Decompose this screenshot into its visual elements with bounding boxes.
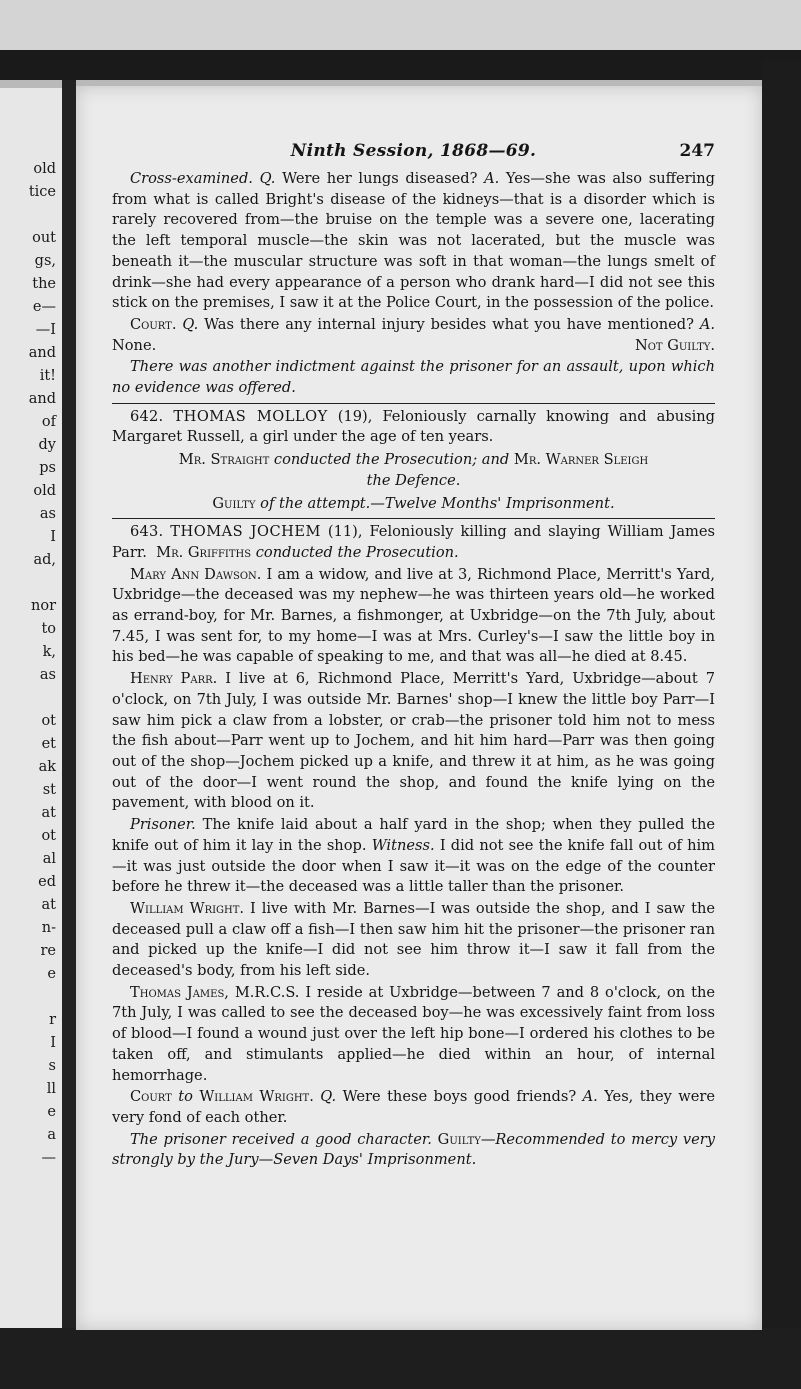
witness-name: Henry Parr. (130, 670, 218, 688)
case-642-heading (112, 407, 715, 448)
final-verdict (112, 1130, 715, 1171)
court-label: Court (130, 1088, 172, 1106)
page-content (112, 141, 715, 1171)
facing-page-fragment: — (41, 1150, 56, 1166)
character-note: The prisoner received a good character. (130, 1130, 432, 1148)
facing-page-fragment: to (41, 621, 56, 637)
facing-page-fragment: and (28, 391, 56, 407)
facing-page-fragment: ak (38, 759, 56, 775)
facing-page-fragment (29, 687, 56, 710)
facing-page-fragment: ps (39, 460, 56, 476)
facing-page-fragment: and (28, 345, 56, 361)
question-text: Was there any internal injury besides what you have mentioned? (198, 315, 700, 333)
answer-text: Yes, they were very fond of each other. (112, 1088, 716, 1126)
testimony-text: I live at 6, Richmond Place, Merritt's Yard, Uxbridge—about 7 o'clock, on 7th July, I was outside Mr. Barnes' shop—I knew the little boy Parr—I saw him pick a claw from a lobster, or crab—the prisoner told him not to mess the fish about—Parr went up to Jochem, and hit him hard—Parr was then going out of the shop—Jochem picked up a knife, and threw it at him, as he was going out of the door—I went round the shop, and found the knife lying on the pavement, with blood on it. (112, 670, 716, 812)
facing-page-fragment: a (47, 1127, 56, 1143)
prosecution-role: conducted the Prosecution; and (269, 451, 514, 469)
witness-name: William Wright. (130, 899, 245, 917)
testimony-wright (112, 899, 715, 982)
statement-text: The knife laid about a half yard in the shop; when they pulled the knife out of him it lay in the shop. (112, 816, 715, 854)
facing-page-fragment: it! (39, 368, 56, 384)
testimony-text: I reside at Uxbridge—between 7 and 8 o'clock, on the 7th July, I was called to see the deceased boy—he was excessively faint from loss of blood—I found a wound just over the left hip bone—I ordered his clothes to be taken off, and stimulants applied—he died within an hour, of internal hemorrhage. (112, 983, 715, 1084)
facing-page-fragment: ll (46, 1081, 56, 1097)
facing-page-fragment (29, 572, 56, 595)
facing-page-fragment: st (42, 782, 56, 798)
facing-page-fragments (29, 158, 56, 1170)
defendant-age: (11), (327, 523, 363, 541)
facing-page-fragment: I (50, 1035, 56, 1051)
facing-page-fragment: out (32, 230, 56, 246)
case-642-counsel (112, 450, 715, 491)
facing-page-fragment: re (40, 943, 56, 959)
defendant-name: THOMAS MOLLOY (173, 407, 328, 425)
page-number: 247 (679, 141, 715, 161)
question-text: Were her lungs diseased? (275, 170, 485, 187)
witness-reply-text: I did not see the knife fall out of him—it was just outside the door when I saw it—it was on the edge of the counter before he threw it—the deceased was a little taller than the prisoner. (112, 836, 716, 896)
testimony-parr (112, 669, 715, 814)
answer-marker: A. (699, 315, 715, 333)
facing-page-fragment: of (41, 414, 56, 430)
verdict-not-guilty: Not Guilty. (634, 336, 715, 354)
answer-marker: A. (484, 170, 500, 187)
court-to-wright (112, 1087, 715, 1128)
facing-page-fragment: ot (41, 828, 56, 844)
prisoner-label: Prisoner. (130, 816, 196, 834)
case-642-verdict (112, 494, 715, 515)
running-head: Ninth Session, 1868—69. (290, 141, 537, 161)
facing-page-fragment: dy (38, 437, 56, 453)
facing-page-fragment: n- (41, 920, 56, 936)
facing-page-fragment: ed (38, 874, 56, 890)
sentence-text: of the attempt.—Twelve Months' Imprisonment. (255, 494, 615, 512)
facing-page-fragment: al (42, 851, 56, 867)
question-text: Were these boys good friends? (336, 1088, 583, 1106)
facing-page-fragment: e (47, 966, 56, 982)
defendant-age: (19), (337, 407, 373, 425)
cross-examination-paragraph (112, 169, 715, 314)
prisoner-statement (112, 815, 715, 898)
facing-page-fragment: as (39, 667, 56, 683)
verdict-guilty: Guilty (437, 1130, 481, 1148)
testimony-dawson (112, 565, 715, 669)
facing-page-fragment (29, 986, 56, 1009)
facing-page-edge (0, 88, 65, 1343)
facing-page-fragment: I (50, 529, 56, 545)
witness-label: Witness. (371, 836, 435, 854)
question-marker: Q. (320, 1088, 337, 1106)
question-marker: Q. (259, 170, 276, 187)
facing-page-fragment: old (33, 483, 56, 499)
facing-page-fragment: —I (35, 322, 56, 338)
witness-name: Mary Ann Dawson. (130, 565, 262, 583)
book-gutter (62, 80, 76, 1345)
prosecution-counsel: Mr. Griffiths (156, 543, 252, 561)
witness-name: William Wright. (199, 1088, 314, 1106)
facing-page-fragment: at (41, 897, 56, 913)
scan-right-edge (762, 60, 801, 1350)
prosecution-role: conducted the Prosecution. (251, 543, 459, 561)
other-indictment-note: There was another indictment against the prisoner for an assault, upon which no evidence was offered. (112, 358, 715, 397)
facing-page-fragment: ad, (33, 552, 56, 568)
defence-role: the Defence. (366, 471, 461, 489)
facing-page-fragment: s (48, 1058, 56, 1074)
to-word: to (171, 1088, 200, 1106)
case-number: 642. (130, 407, 164, 425)
page-header (112, 141, 715, 169)
facing-page-fragment: at (41, 805, 56, 821)
defendant-name: THOMAS JOCHEM (170, 523, 321, 541)
facing-page-fragment: ot (41, 713, 56, 729)
answer-marker: A. (582, 1088, 598, 1106)
facing-page-fragment: tice (28, 184, 56, 200)
scan-bottom-edge (0, 1328, 801, 1389)
verdict-guilty: Guilty (212, 494, 256, 512)
case-643-heading (112, 522, 715, 563)
facing-page-fragment: r (49, 1012, 56, 1028)
prosecution-counsel: Mr. Straight (178, 451, 270, 469)
facing-page-fragment: gs, (34, 253, 56, 269)
section-divider (112, 403, 715, 404)
court-label: Court. (130, 315, 177, 333)
case-number: 643. (130, 523, 164, 541)
answer-text: Yes—she was also suffering from what is called Bright's disease of the kidneys—that is a disorder which is rarely recovered from—the bruise on the temple was a severe one, lacerating the left temporal muscle—the skin was not lacerated, but the muscle was beneath it—the muscular structure was soft in that woman—the lungs smelt of drink—she had every appearance of a person who drank hard—I did not see this stick on the premises, I saw it at the Police Court, in the possession of the police. (112, 170, 715, 312)
facing-page-fragment: e (47, 1104, 56, 1120)
testimony-text: I am a widow, and live at 3, Richmond Place, Merritt's Yard, Uxbridge—the deceased was my nephew—he was thirteen years old—he worked as errand-boy, for Mr. Barnes, a fishmonger, at Uxbridge—on the 7th July, about 7.45, I was sent for, to my home—I was at Mrs. Curley's—I saw the little boy in his bed—he was capable of speaking to me, and that was all—he died at 8.45. (112, 565, 715, 666)
facing-page-fragment: nor (31, 598, 56, 614)
facing-page-fragment: e— (32, 299, 56, 315)
cross-examined-label: Cross-examined. (130, 170, 253, 187)
facing-page-fragment: as (39, 506, 56, 522)
question-marker: Q. (182, 315, 199, 333)
section-divider (112, 518, 715, 519)
facing-page-fragment: old (33, 161, 56, 177)
witness-name: Thomas James, M.R.C.S. (130, 983, 300, 1001)
facing-page-fragment: the (32, 276, 56, 292)
facing-page-fragment (29, 204, 56, 227)
court-question-paragraph (112, 315, 715, 356)
testimony-james (112, 983, 715, 1087)
charge-text: Feloniously killing and slaying William James Parr. (112, 523, 716, 561)
facing-page-fragment: et (41, 736, 56, 752)
sentence-text: —Recommended to mercy very strongly by the Jury—Seven Days' Imprisonment. (112, 1130, 715, 1169)
charge-text: Feloniously carnally knowing and abusing Margaret Russell, a girl under the age of ten years. (112, 407, 715, 446)
defence-counsel: Mr. Warner Sleigh (513, 451, 649, 469)
facing-page-fragment: k, (42, 644, 56, 660)
book-page (76, 86, 762, 1330)
book-spine-shadow (0, 50, 801, 80)
answer-text: None. (112, 336, 157, 354)
testimony-text: I live with Mr. Barnes—I was outside the shop, and I saw the deceased pull a claw off a fish—I then saw him hit the prisoner—the prisoner ran and picked up the knife—I did not see him throw it—I saw it fall from the deceased's body, from his left side. (112, 899, 715, 980)
